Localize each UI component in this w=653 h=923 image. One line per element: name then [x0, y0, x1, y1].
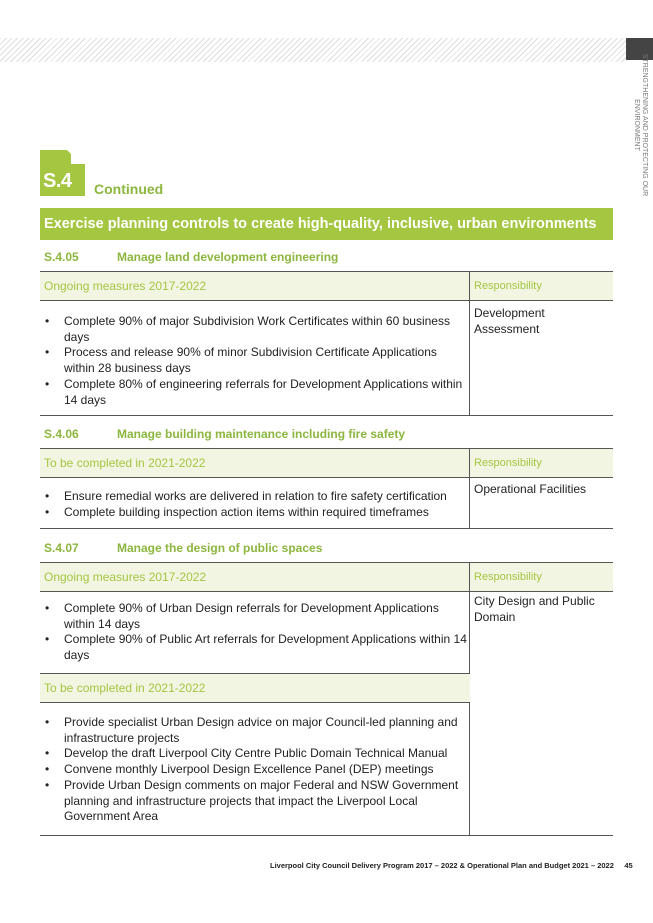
objective-heading [40, 243, 613, 272]
objective-code: S.4.05 [44, 250, 79, 264]
section-badge [40, 150, 85, 196]
objective-code: S.4.06 [44, 427, 79, 441]
responsibility-header: Responsibility [474, 280, 542, 292]
table-bottom-rule [40, 415, 613, 416]
measures-list [40, 314, 470, 408]
list-item: • Complete 90% of Public Art referrals for Development Applications within 14 days [40, 632, 470, 663]
responsibility-value: City Design and Public Domain [474, 594, 595, 624]
objective-heading [40, 420, 613, 449]
footer-title: Liverpool City Council Delivery Program 2017 – 2022 & Operational Plan and Budget 2021 – 2022 [270, 861, 614, 870]
responsibility-value: Operational Facilities [474, 482, 587, 496]
list-item: • Convene monthly Liverpool Design Excellence Panel (DEP) meetings [40, 762, 470, 778]
table-subheader-row [40, 673, 470, 703]
decorative-hatch-band [0, 38, 626, 62]
table-header-row [40, 449, 613, 478]
measures-header: To be completed in 2021-2022 [44, 456, 206, 470]
measures-list [40, 601, 470, 664]
measures-list [40, 715, 470, 825]
list-item: • Provide Urban Design comments on major Federal and NSW Government planning and infrastructure projects that impact the Liverpool Local Government Area [40, 778, 470, 825]
measures-header: Ongoing measures 2017-2022 [44, 570, 207, 584]
strategy-banner: Exercise planning controls to create high-quality, inclusive, urban environments [40, 208, 613, 240]
table-header-row [40, 272, 613, 301]
responsibility-header: Responsibility [474, 571, 542, 583]
objective-title: Manage the design of public spaces [117, 541, 323, 555]
measures-header: To be completed in 2021-2022 [44, 681, 206, 695]
section-code: S.4 [43, 170, 72, 192]
list-item: • Complete 80% of engineering referrals for Development Applications within 14 days [40, 377, 470, 408]
list-item: • Complete 90% of Urban Design referrals for Development Applications within 14 days [40, 601, 470, 632]
page-number: 45 [624, 861, 633, 870]
list-item: • Ensure remedial works are delivered in relation to fire safety certification [40, 489, 470, 505]
table-bottom-rule [40, 528, 613, 529]
table-header-row [40, 563, 613, 592]
measures-list [40, 489, 470, 520]
list-item: • Develop the draft Liverpool City Centre Public Domain Technical Manual [40, 746, 470, 762]
section-continued-label: Continued [94, 181, 164, 197]
page-footer [270, 861, 633, 870]
objective-title: Manage land development engineering [117, 250, 339, 264]
list-item: • Complete building inspection action items within required timeframes [40, 505, 470, 521]
list-item: • Process and release 90% of minor Subdivision Certificate Applications within 28 business days [40, 345, 470, 376]
list-item: • Provide specialist Urban Design advice on major Council-led planning and infrastructure projects [40, 715, 470, 746]
responsibility-header: Responsibility [474, 457, 542, 469]
responsibility-value: Development Assessment [474, 306, 545, 336]
chapter-side-label: STRENGTHENING AND PROTECTING OUR ENVIRONMENT [633, 53, 648, 197]
objective-title: Manage building maintenance including fire safety [117, 427, 406, 441]
list-item: • Complete 90% of major Subdivision Work Certificates within 60 business days [40, 314, 470, 345]
measures-header: Ongoing measures 2017-2022 [44, 279, 207, 293]
objective-heading [40, 534, 613, 563]
table-bottom-rule [40, 835, 613, 836]
objective-code: S.4.07 [44, 541, 79, 555]
